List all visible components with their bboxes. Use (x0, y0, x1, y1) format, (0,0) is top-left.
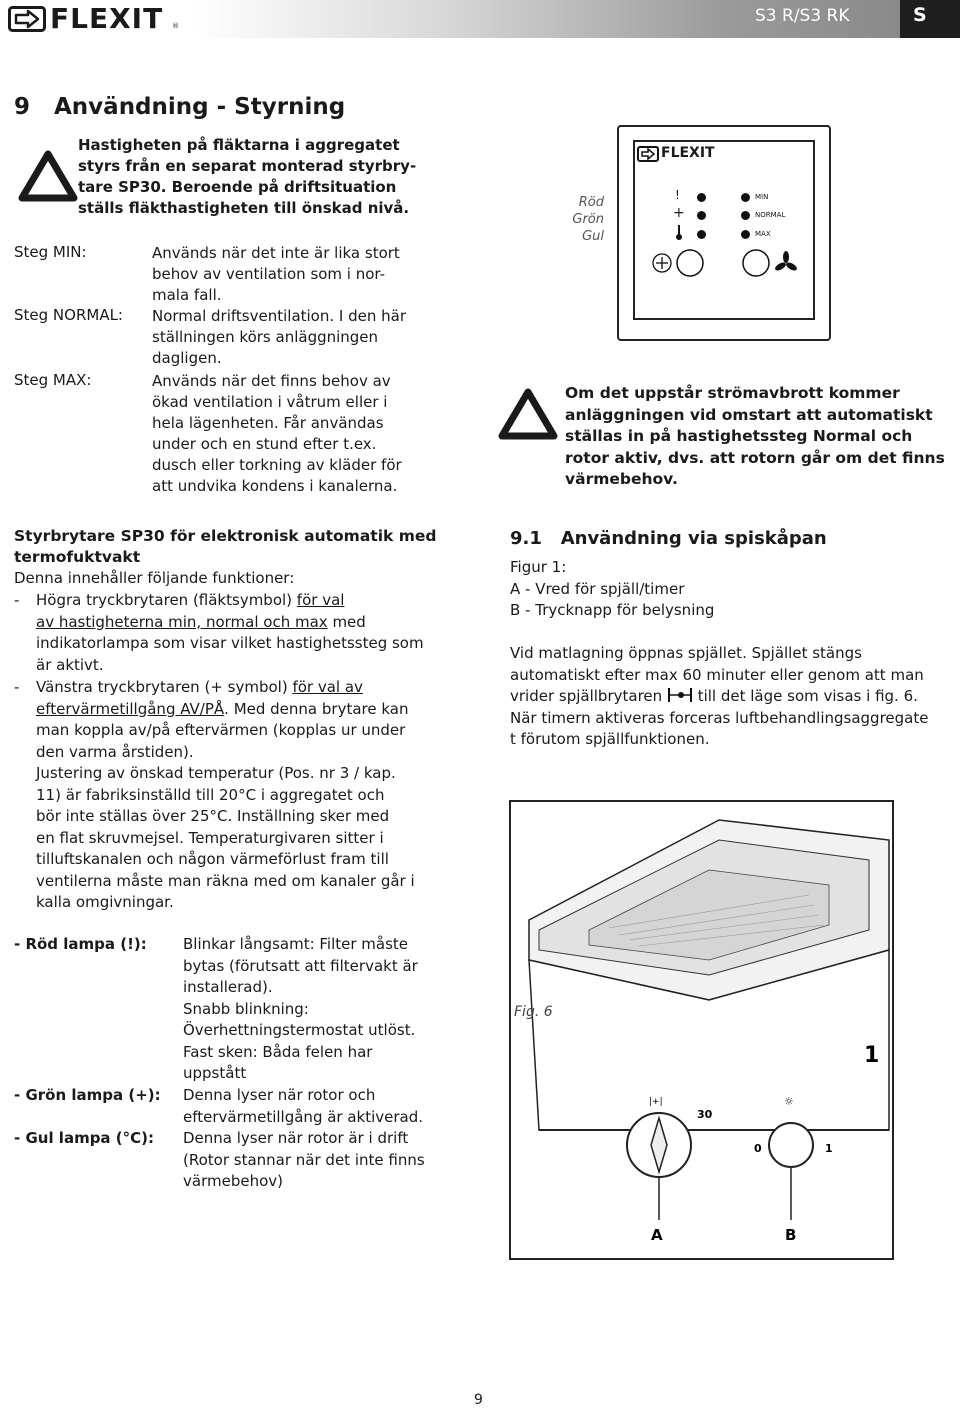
timer-mark-label: |+| (649, 1097, 663, 1107)
lamp-color-labels: Röd Grön Gul (572, 195, 604, 244)
page-number: 9 (474, 1392, 483, 1408)
sp30-panel (633, 140, 815, 320)
yellow-lamp-label: - Gul lampa (°C): (14, 1129, 154, 1147)
cooker-hood-drawing (509, 800, 894, 1260)
sp30-item-right-button: Högra tryckbrytaren (fläktsymbol) för val av hastigheterna min, normal och max med indikatorlampa som visar vilket hastighetssteg som är aktivt. (36, 591, 424, 674)
model-name: S3 R/S3 RK (755, 6, 850, 26)
figure-legend: Figur 1: A - Vred för spjäll/timer B - Trycknapp för belysning (510, 558, 715, 619)
sp30-intro: Denna innehåller följande funktioner: (14, 569, 295, 587)
min-lamp (741, 193, 750, 202)
dial-30-label: 30 (697, 1108, 713, 1121)
green-lamp-label: - Grön lampa (+): (14, 1086, 161, 1104)
panel-warning-icon: ! (675, 188, 680, 202)
drawing-number: 1 (864, 1043, 880, 1068)
step-normal-label: Steg NORMAL: (14, 306, 123, 324)
power-failure-warning: Om det uppstår strömavbrott kommer anläggningen vid omstart att automatiskt ställas in på hastighetssteg Normal och rotor aktiv, dvs. att rotorn går om det finns värmebehov. (565, 384, 945, 488)
yellow-lamp (697, 230, 706, 239)
step-min-desc: Används när det inte är lika stort behov av ventilation som i nor- mala fall. (152, 244, 400, 304)
speed-min-label: MIN (755, 193, 769, 201)
speed-max-label: MAX (755, 230, 771, 238)
label-a: A (651, 1226, 663, 1244)
damper-switch-icon (667, 687, 693, 703)
thermometer-icon (675, 223, 685, 241)
heater-button[interactable] (650, 248, 708, 278)
figure-label: Fig. 6 (514, 1004, 553, 1020)
red-lamp (697, 193, 706, 202)
subsection-heading: 9.1 Användning via spiskåpan (510, 528, 827, 549)
language-code: S (913, 4, 927, 26)
panel-plus-icon: + (673, 205, 685, 221)
header-lang-block (900, 0, 960, 38)
step-max-desc: Används när det finns behov av ökad ventilation i våtrum eller i hela lägenheten. Får användas under och en stund efter t.ex. dusch eller torkning av kläder för att undvika kondens i kanalerna. (152, 372, 402, 495)
label-b: B (785, 1226, 797, 1244)
dash-1: - (14, 591, 20, 609)
dash-2: - (14, 678, 20, 696)
red-lamp-desc: Blinkar långsamt: Filter måste bytas (förutsatt att filtervakt är installerad). Snabb blinkning: Överhettningstermostat utlöst. Fast sken: Båda felen har uppstått (183, 935, 418, 1082)
panel-logo-icon (637, 146, 659, 162)
panel-brand: FLEXIT (661, 145, 715, 161)
dial-0-label: 0 (754, 1142, 762, 1155)
hood-paragraph: Vid matlagning öppnas spjället. Spjället stängs automatiskt efter max 60 minuter eller genom att man vrider spjällbrytaren till det läge som visas i fig. 6. När timern aktiveras forceras luftbehandlingsaggregate t förutom spjällfunktionen. (510, 644, 929, 748)
green-lamp (697, 211, 706, 220)
green-lamp-desc: Denna lyser när rotor och eftervärmetillgång är aktiverad. (183, 1086, 424, 1126)
sp30-heading: Styrbrytare SP30 för elektronisk automatik med termofuktvakt (14, 527, 437, 566)
section-heading (14, 94, 345, 120)
light-symbol: ☼ (784, 1095, 794, 1108)
yellow-lamp-desc: Denna lyser när rotor är i drift (Rotor stannar när det inte finns värmebehov) (183, 1129, 425, 1190)
section-title: Användning - Styrning (54, 94, 346, 120)
warning-triangle-icon (498, 388, 558, 440)
dial-1-label: 1 (825, 1142, 833, 1155)
fan-control-warning: Hastigheten på fläktarna i aggregatet styrs från en separat monterad styrbry- tare SP30. Beroende på driftsituation ställs fläkthastigheten till önskad nivå. (78, 136, 417, 217)
sp30-item-left-button: Vänstra tryckbrytaren (+ symbol) för val av eftervärmetillgång AV/PÅ. Med denna brytare kan man koppla av/på eftervärmen (kopplas ur under den varma årstiden). Justering av önskad temperatur (Pos. nr 3 / kap. 11) är fabriksinställd till 20°C i aggregatet och bör inte ställas över 25°C. Inställning sker med en flat skruvmejsel. Temperaturgivaren sitter i tilluftskanalen och någon värmeförlust fram till ventilerna måste man räkna med om kanaler går i kalla omgivningar. (36, 678, 415, 911)
brand-logo-text: FLEXIT (50, 2, 164, 35)
registered-mark: ® (172, 22, 179, 30)
max-lamp (741, 230, 750, 239)
flexit-logo-icon (8, 6, 46, 32)
step-normal-desc: Normal driftsventilation. I den här ställningen körs anläggningen dagligen. (152, 307, 406, 367)
normal-lamp (741, 211, 750, 220)
warning-triangle-icon (18, 150, 78, 202)
red-lamp-label: - Röd lampa (!): (14, 935, 147, 953)
step-min-label: Steg MIN: (14, 243, 87, 261)
section-number: 9 (14, 94, 31, 120)
step-max-label: Steg MAX: (14, 371, 92, 389)
speed-normal-label: NORMAL (755, 211, 786, 219)
fan-button[interactable] (742, 248, 802, 278)
